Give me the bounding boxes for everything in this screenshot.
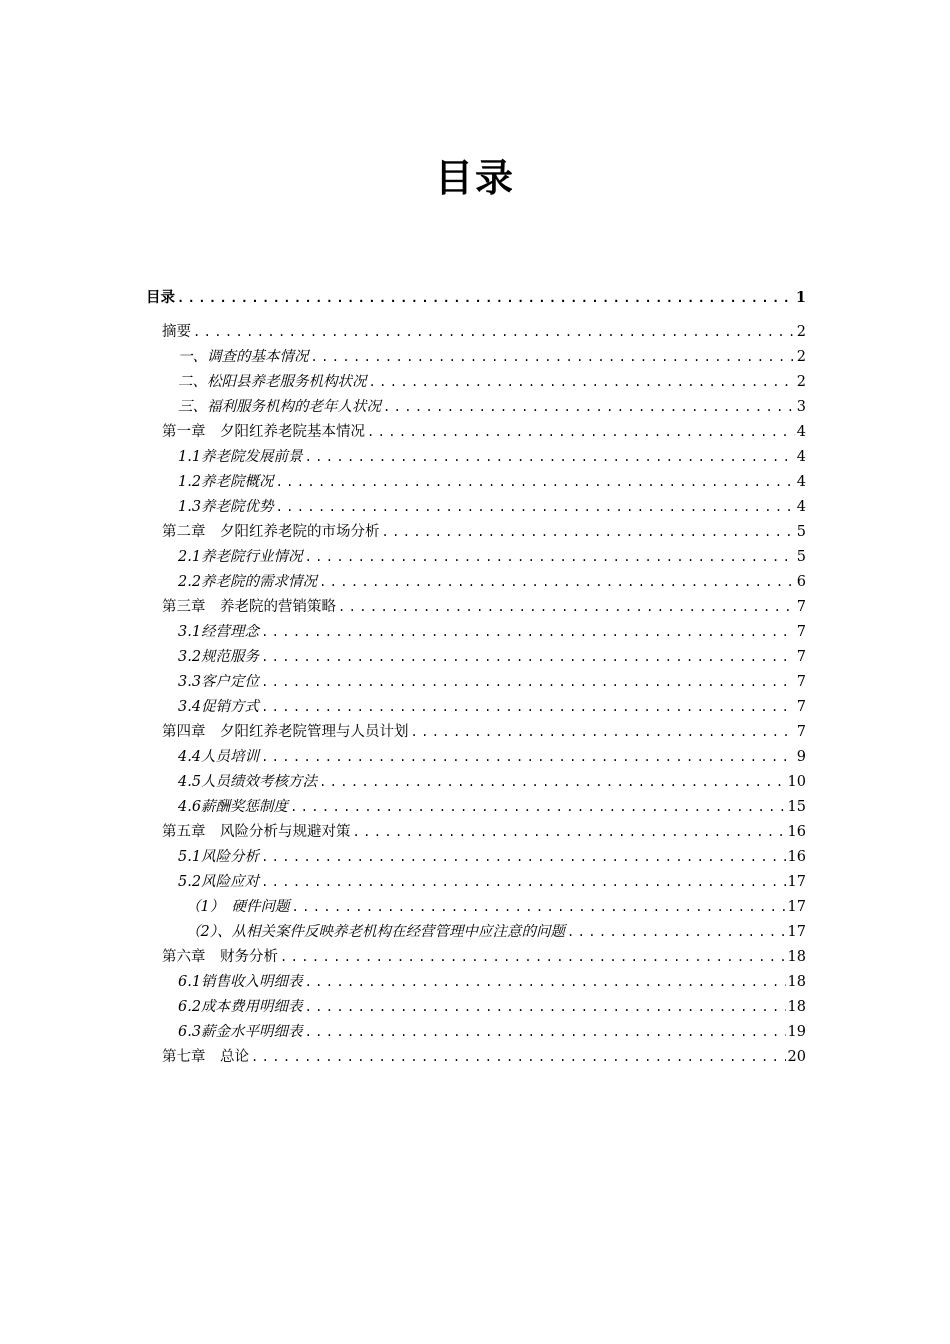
toc-entry-title: 4.4人员培训: [178, 749, 260, 765]
toc-entry-title: 2.2养老院的需求情况: [178, 574, 318, 590]
toc-page-number: 7: [796, 649, 806, 665]
toc-entry[interactable]: [186, 895, 806, 919]
toc-page-number: 4: [796, 474, 806, 490]
toc-page-number: 5: [796, 524, 806, 540]
toc-entry[interactable]: [178, 695, 806, 719]
toc-page-number: 7: [796, 599, 806, 615]
toc-dot-leader: [317, 770, 785, 794]
toc-entry[interactable]: [162, 420, 806, 444]
toc-entry-title: 第三章 养老院的营销策略: [162, 599, 336, 615]
toc-entry-title: 第七章 总论: [162, 1049, 249, 1065]
toc-entry[interactable]: [162, 820, 806, 844]
toc-dot-leader: [409, 720, 795, 744]
toc-entry[interactable]: [178, 845, 806, 869]
toc-entry-title: 第六章 财务分析: [162, 949, 278, 965]
toc-entry-title: 三、福利服务机构的老年人状况: [178, 399, 381, 415]
toc-page-number: 2: [796, 349, 806, 365]
toc-page-number: 18: [787, 974, 806, 990]
toc-dot-leader: [336, 595, 795, 619]
toc-page-number: 17: [787, 924, 806, 940]
toc-entry[interactable]: [178, 370, 806, 394]
toc-entry[interactable]: [178, 770, 806, 794]
toc-entry[interactable]: [178, 795, 806, 819]
toc-page-number: 20: [787, 1049, 806, 1065]
toc-entry-title: 6.2成本费用明细表: [178, 999, 303, 1015]
toc-entry[interactable]: [162, 1045, 806, 1069]
toc-page-number: 18: [787, 949, 806, 965]
toc-dot-leader: [259, 695, 795, 719]
toc-entry[interactable]: [186, 920, 806, 944]
toc-page-number: 1: [795, 289, 806, 306]
toc-dot-leader: [317, 570, 795, 594]
page-title: 目录: [434, 156, 515, 200]
toc-entry[interactable]: [178, 970, 806, 994]
toc-dot-leader: [303, 445, 795, 469]
toc-entry[interactable]: [162, 320, 806, 344]
toc-entry[interactable]: [178, 345, 806, 369]
toc-entry-title: 3.2规范服务: [178, 649, 260, 665]
toc-entry-title: 4.6薪酬奖惩制度: [178, 799, 289, 815]
toc-page-number: 2: [796, 374, 806, 390]
toc-entry-title: 1.1养老院发展前景: [178, 449, 303, 465]
toc-page-number: 4: [796, 499, 806, 515]
toc-entry[interactable]: [178, 395, 806, 419]
toc-dot-leader: [259, 845, 785, 869]
toc-entry[interactable]: [178, 645, 806, 669]
toc-entry[interactable]: [178, 870, 806, 894]
toc-dot-leader: [380, 520, 795, 544]
toc-entry[interactable]: [178, 570, 806, 594]
toc-dot-leader: [274, 495, 795, 519]
toc-dot-leader: [278, 945, 786, 969]
toc-entry-title: 第五章 风险分析与规避对策: [162, 824, 351, 840]
toc-dot-leader: [259, 870, 785, 894]
toc-dot-leader: [565, 920, 786, 944]
toc-dot-leader: [365, 420, 795, 444]
toc-entry-title: 5.1风险分析: [178, 849, 260, 865]
toc-dot-leader: [309, 345, 795, 369]
toc-dot-leader: [303, 1020, 786, 1044]
toc-page-number: 17: [787, 899, 806, 915]
toc-entry[interactable]: [178, 470, 806, 494]
toc-dot-leader: [289, 895, 785, 919]
toc-entry[interactable]: [178, 495, 806, 519]
toc-dot-leader: [259, 645, 795, 669]
toc-entry-title: 第四章 夕阳红养老院管理与人员计划: [162, 724, 409, 740]
toc-page-number: 7: [796, 699, 806, 715]
toc-entry-title: 第一章 夕阳红养老院基本情况: [162, 424, 365, 440]
toc-dot-leader: [303, 545, 795, 569]
toc-entry-title: 3.1经营理念: [178, 624, 260, 640]
toc-entry-title: 第二章 夕阳红养老院的市场分析: [162, 524, 380, 540]
toc-page-number: 5: [796, 549, 806, 565]
toc-entry-title: 6.3薪金水平明细表: [178, 1024, 303, 1040]
toc-entry-title: 3.4促销方式: [178, 699, 260, 715]
toc-entry[interactable]: [146, 286, 806, 310]
toc-entry[interactable]: [178, 620, 806, 644]
toc-page-number: 9: [796, 749, 806, 765]
toc-page-number: 4: [796, 449, 806, 465]
toc-entry-title: 摘要: [162, 324, 191, 340]
toc-entry[interactable]: [162, 595, 806, 619]
toc-dot-leader: [175, 286, 794, 310]
toc-entry[interactable]: [178, 745, 806, 769]
toc-dot-leader: [351, 820, 786, 844]
toc-page-number: 7: [796, 674, 806, 690]
toc-dot-leader: [274, 470, 795, 494]
toc-page-number: 3: [796, 399, 806, 415]
toc-entry[interactable]: [162, 720, 806, 744]
toc-entry[interactable]: [178, 445, 806, 469]
toc-entry-title: （1） 硬件问题: [186, 899, 290, 915]
toc-page-number: 16: [787, 849, 806, 865]
toc-dot-leader: [249, 1045, 786, 1069]
toc-dot-leader: [259, 620, 795, 644]
toc-dot-leader: [259, 670, 795, 694]
toc-entry-title: 1.2养老院概况: [178, 474, 274, 490]
toc-page-number: 19: [787, 1024, 806, 1040]
toc-page-number: 18: [787, 999, 806, 1015]
toc-entry-title: 1.3养老院优势: [178, 499, 274, 515]
toc-entry[interactable]: [162, 520, 806, 544]
toc-dot-leader: [303, 970, 786, 994]
toc-page-number: 6: [796, 574, 806, 590]
toc-page-number: 16: [787, 824, 806, 840]
toc-page-number: 4: [796, 424, 806, 440]
toc-entry-title: 5.2风险应对: [178, 874, 260, 890]
toc-dot-leader: [259, 745, 795, 769]
toc-dot-leader: [381, 395, 795, 419]
toc-page-number: 7: [796, 624, 806, 640]
toc-entry[interactable]: [162, 945, 806, 969]
toc-entry-title: 2.1养老院行业情况: [178, 549, 303, 565]
toc-entry-title: （2）、从相关案件反映养老机构在经营管理中应注意的问题: [186, 924, 565, 940]
toc-entry-title: 6.1销售收入明细表: [178, 974, 303, 990]
toc-entry-title: 3.3客户定位: [178, 674, 260, 690]
toc-dot-leader: [288, 795, 785, 819]
toc-page-number: 15: [787, 799, 806, 815]
toc-page-number: 2: [796, 324, 806, 340]
toc-entry-title: 一、调查的基本情况: [178, 349, 309, 365]
toc-dot-leader: [367, 370, 795, 394]
toc-entry[interactable]: [178, 670, 806, 694]
toc-entry-title: 目录: [146, 290, 175, 306]
toc-page-number: 7: [796, 724, 806, 740]
toc-entry[interactable]: [178, 995, 806, 1019]
toc-entry-title: 4.5人员绩效考核方法: [178, 774, 318, 790]
toc-entry[interactable]: [178, 545, 806, 569]
toc-page-number: 17: [787, 874, 806, 890]
toc-dot-leader: [191, 320, 795, 344]
toc-page-number: 10: [787, 774, 806, 790]
toc-entry-title: 二、松阳县养老服务机构状况: [178, 374, 367, 390]
toc-dot-leader: [303, 995, 786, 1019]
toc-entry[interactable]: [178, 1020, 806, 1044]
